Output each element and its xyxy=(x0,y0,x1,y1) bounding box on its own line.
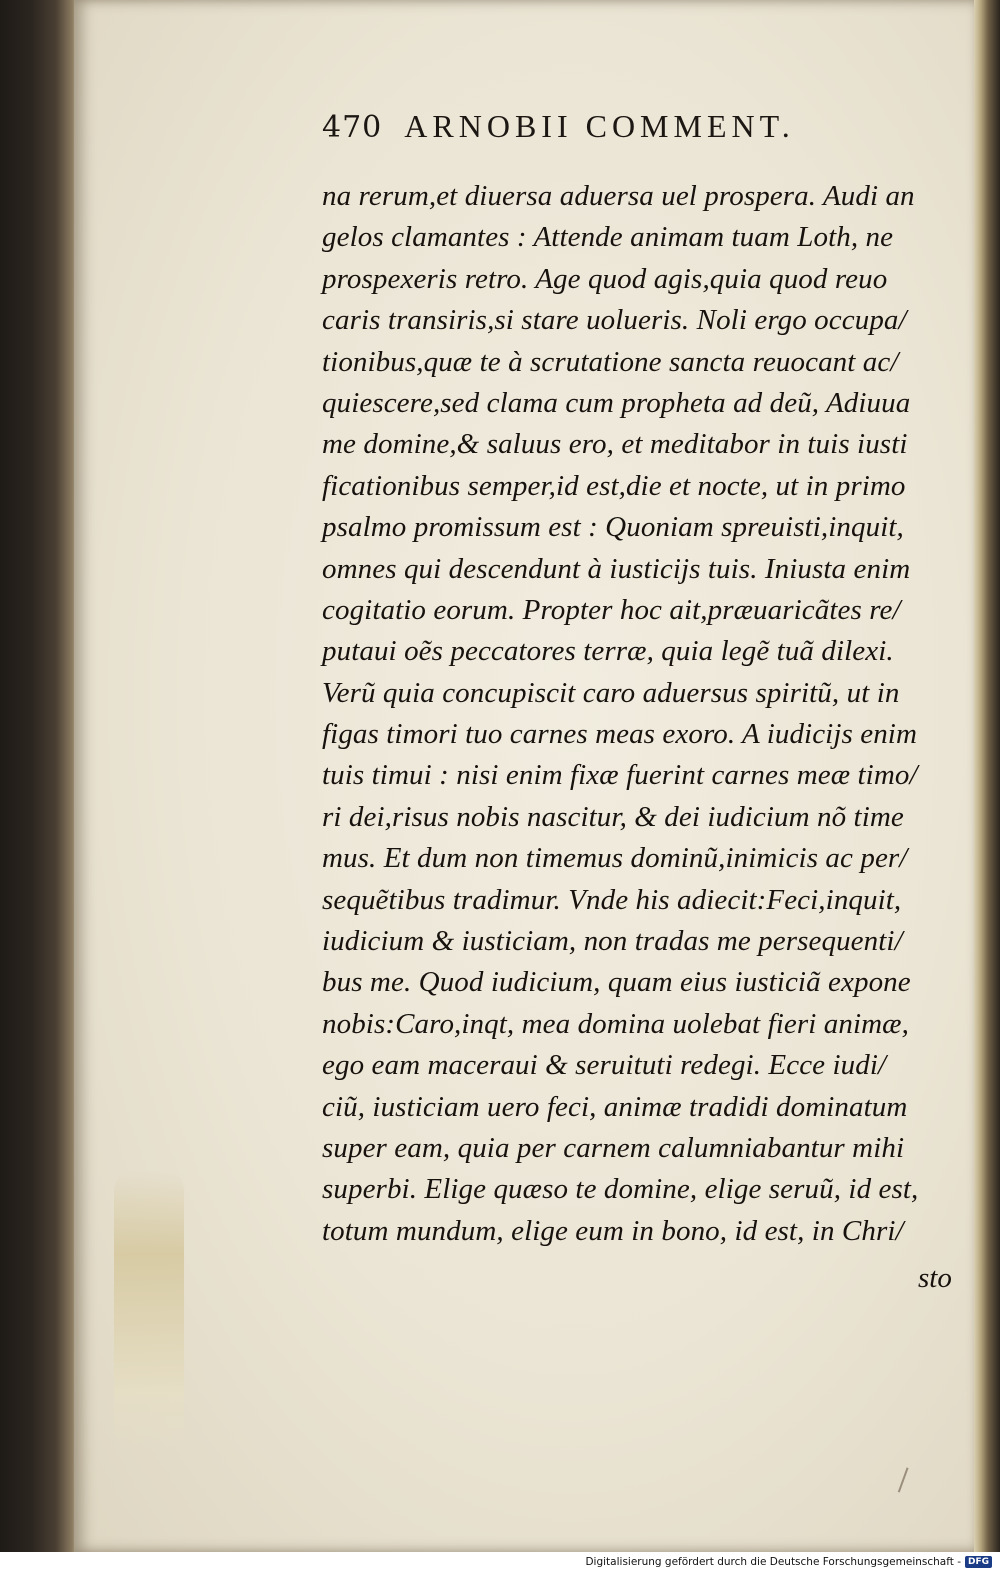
text-line: caris transiris,si stare uolueris. Noli ergo occupa/ xyxy=(322,304,907,337)
text-line: totum mundum, elige eum in bono, id est, in Chri/ xyxy=(322,1214,904,1247)
text-line: superbi. Elige quæso te domine, elige seruũ, id est, xyxy=(322,1173,919,1206)
body-text xyxy=(322,176,962,1252)
funding-credit: Digitalisierung gefördert durch die Deutsche Forschungsgemeinschaft - xyxy=(585,1555,961,1568)
text-line: gelos clamantes : Attende animam tuam Loth, ne xyxy=(322,221,894,254)
running-title: ARNOBII COMMENT. xyxy=(404,108,795,144)
catchword: sto xyxy=(918,1262,952,1294)
text-line: bus me. Quod iudicium, quam eius iusticiã expone xyxy=(322,966,911,999)
text-line: putaui oẽs peccatores terræ, quia legẽ tuã dilexi. xyxy=(322,635,894,668)
text-line: ficationibus semper,id est,die et nocte, ut in primo xyxy=(322,469,906,502)
text-line: ri dei,risus nobis nascitur, & dei iudicium nõ time xyxy=(322,800,904,833)
text-line: ciũ, iusticiam uero feci, animæ tradidi dominatum xyxy=(322,1090,908,1123)
text-line: cogitatio eorum. Propter hoc ait,præuaricãtes re/ xyxy=(322,593,901,626)
text-line: figas timori tuo carnes meas exoro. A iudicijs enim xyxy=(322,718,917,751)
digitization-footer xyxy=(0,1552,1000,1571)
text-line: iudicium & iusticiam, non tradas me persequenti/ xyxy=(322,925,903,958)
text-line: quiescere,sed clama cum propheta ad deũ, Adiuua xyxy=(322,386,911,419)
text-line: Verũ quia concupiscit caro aduersus spiritũ, ut in xyxy=(322,676,900,709)
text-line: mus. Et dum non timemus dominũ,inimicis ac per/ xyxy=(322,842,908,875)
text-line: super eam, quia per carnem calumniabantur mihi xyxy=(322,1131,905,1164)
book-binding-edge xyxy=(0,0,80,1552)
page-number: 470 xyxy=(322,110,383,145)
paper-damage-stain xyxy=(114,1170,184,1450)
text-line: prospexeris retro. Age quod agis,quia quod reuo xyxy=(322,262,888,295)
text-line: ego eam maceraui & seruituti redegi. Ecce iudi/ xyxy=(322,1049,887,1082)
text-line: omnes qui descendunt à iusticijs tuis. Iniusta enim xyxy=(322,552,911,585)
text-line: sequẽtibus tradimur. Vnde his adiecit:Feci,inquit, xyxy=(322,883,902,916)
running-head xyxy=(322,108,882,152)
text-line: me domine,& saluus ero, et meditabor in tuis iusti xyxy=(322,428,908,461)
text-line: psalmo promissum est : Quoniam spreuisti,inquit, xyxy=(322,511,904,544)
text-line: tionibus,quæ te à scrutatione sancta reuocant ac/ xyxy=(322,345,899,378)
dfg-logo-icon: DFG xyxy=(965,1556,992,1568)
text-line: nobis:Caro,inqt, mea domina uolebat fieri animæ, xyxy=(322,1007,909,1040)
text-line: tuis timui : nisi enim fixæ fuerint carnes meæ timo/ xyxy=(322,759,918,792)
page-fore-edge xyxy=(974,0,1000,1552)
text-line: na rerum,et diuersa aduersa uel prospera. Audi an xyxy=(322,180,915,212)
